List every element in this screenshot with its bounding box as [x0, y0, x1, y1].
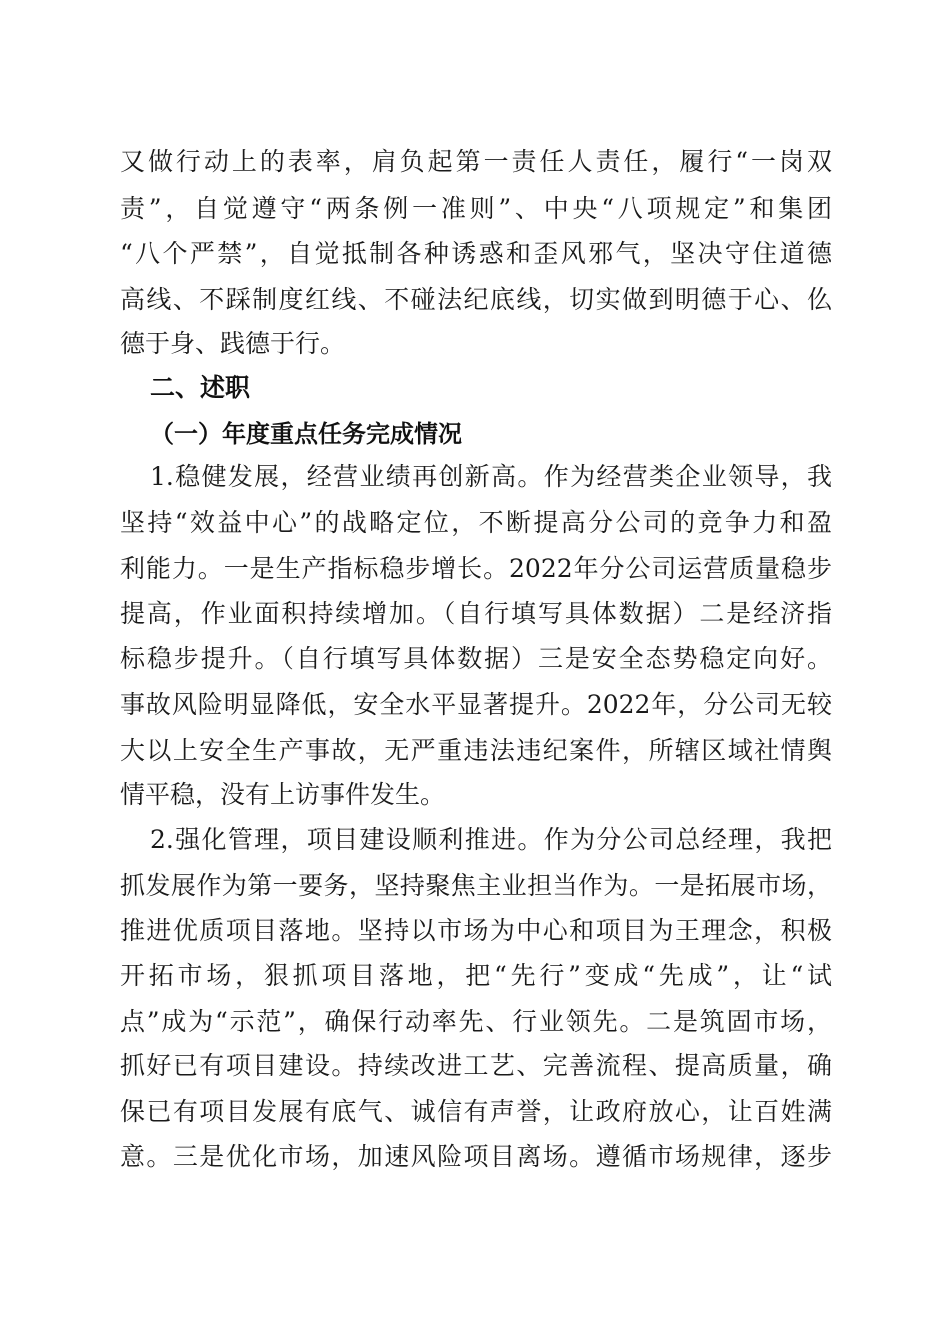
paragraph-line: 开拓市场，狠抓项目落地，把“先行”变成“先成”，让“试 — [120, 961, 832, 990]
paragraph-line: 标稳步提升。（自行填写具体数据）三是安全态势稳定向好。 — [120, 644, 832, 673]
paragraph-line: 德于身、践德于行。 — [120, 329, 346, 358]
paragraph-line: 1.稳健发展，经营业绩再创新高。作为经营类企业领导，我 — [150, 462, 832, 491]
paragraph-line: 利能力。一是生产指标稳步增长。2022年分公司运营质量稳步 — [120, 554, 832, 583]
paragraph-line: 坚持“效益中心”的战略定位，不断提高分公司的竞争力和盈 — [120, 508, 832, 537]
paragraph-line: 推进优质项目落地。坚持以市场为中心和项目为王理念，积极 — [120, 916, 832, 945]
paragraph-line: 又做行动上的表率，肩负起第一责任人责任，履行“一岗双 — [120, 147, 832, 176]
paragraph-line: 责”，自觉遵守“两条例一准则”、中央“八项规定”和集团 — [120, 194, 832, 223]
paragraph-line: 2.强化管理，项目建设顺利推进。作为分公司总经理，我把 — [150, 825, 832, 854]
paragraph-line: 点”成为“示范”，确保行动率先、行业领先。二是筑固市场， — [120, 1007, 832, 1036]
paragraph-line: 大以上安全生产事故，无严重违法违纪案件，所辖区域社情舆 — [120, 736, 832, 765]
paragraph-line: 意。三是优化市场，加速风险项目离场。遵循市场规律，逐步 — [120, 1142, 832, 1171]
section-heading: 二、述职 — [150, 373, 251, 402]
paragraph-line: 提高，作业面积持续增加。（自行填写具体数据）二是经济指 — [120, 599, 832, 628]
paragraph-line: 高线、不踩制度红线、不碰法纪底线，切实做到明德于心、仫 — [120, 285, 832, 314]
paragraph-line: 保已有项目发展有底气、诚信有声誉，让政府放心，让百姓满 — [120, 1097, 832, 1126]
paragraph-line: “八个严禁”，自觉抵制各种诱惑和歪风邪气，坚决守住道德 — [120, 239, 832, 268]
paragraph-line: 情平稳，没有上访事件发生。 — [120, 780, 446, 809]
paragraph-line: 事故风险明显降低，安全水平显著提升。2022年，分公司无较 — [120, 690, 832, 719]
paragraph-line: 抓好已有项目建设。持续改进工艺、完善流程、提高质量，确 — [120, 1051, 832, 1080]
paragraph-line: 抓发展作为第一要务，坚持聚焦主业担当作为。一是拓展市场， — [120, 871, 832, 900]
subsection-heading: （一）年度重点任务完成情况 — [150, 419, 462, 448]
